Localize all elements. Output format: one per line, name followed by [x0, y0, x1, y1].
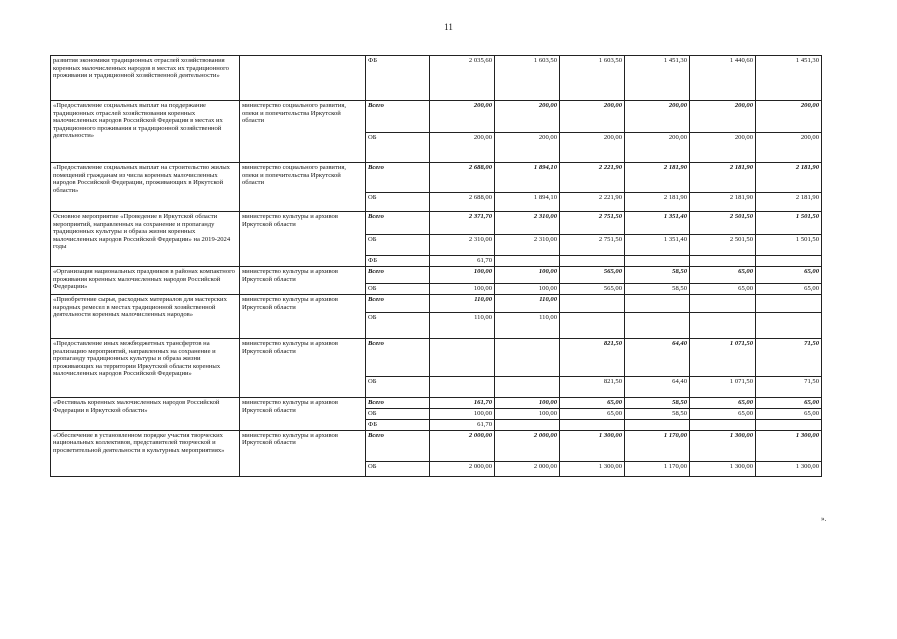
funding-source-cell: ФБ — [366, 256, 430, 267]
measure-name-cell: «Предоставление иных межбюджетных трансфертов на реализацию мероприятий, направленных на сохранение и пропаганду традиционных культуры и образа жизни проживающих на территории Иркутской области коренных малочисленных народов Российской Федерации» — [51, 339, 240, 398]
amount-cell: 2 310,00 — [495, 212, 560, 235]
funding-source-cell: ОБ — [366, 235, 430, 256]
funding-source-cell: Всего — [366, 163, 430, 193]
executor-cell: министерство культуры и архивов Иркутской области — [240, 295, 366, 339]
amount-cell: 65,00 — [756, 284, 822, 295]
executor-cell: министерство культуры и архивов Иркутской области — [240, 339, 366, 398]
amount-cell — [495, 256, 560, 267]
executor-cell: министерство культуры и архивов Иркутской области — [240, 212, 366, 267]
amount-cell: 65,00 — [690, 398, 756, 409]
amount-cell: 1 440,60 — [690, 56, 756, 101]
amount-cell: 1 501,50 — [756, 235, 822, 256]
executor-cell: министерство социального развития, опеки и попечительства Иркутской области — [240, 163, 366, 212]
amount-cell — [690, 256, 756, 267]
amount-cell: 2 501,50 — [690, 212, 756, 235]
amount-cell — [560, 295, 625, 313]
amount-cell: 65,00 — [560, 398, 625, 409]
amount-cell: 2 181,90 — [625, 193, 690, 212]
amount-cell: 58,50 — [625, 409, 690, 420]
amount-cell: 2 310,00 — [495, 235, 560, 256]
amount-cell — [495, 377, 560, 398]
amount-cell: 110,00 — [495, 313, 560, 339]
amount-cell — [690, 420, 756, 431]
amount-cell: 161,70 — [430, 398, 495, 409]
amount-cell: 1 451,30 — [756, 56, 822, 101]
amount-cell — [430, 377, 495, 398]
amount-cell: 65,00 — [690, 409, 756, 420]
amount-cell: 65,00 — [690, 284, 756, 295]
amount-cell: 1 603,50 — [560, 56, 625, 101]
funding-source-cell: Всего — [366, 212, 430, 235]
amount-cell: 200,00 — [495, 101, 560, 133]
table-row — [51, 267, 822, 284]
amount-cell: 2 181,90 — [756, 163, 822, 193]
amount-cell: 1 300,00 — [756, 430, 822, 461]
amount-cell: 1 071,50 — [690, 377, 756, 398]
table-row — [51, 295, 822, 313]
amount-cell: 200,00 — [560, 101, 625, 133]
funding-source-cell: ОБ — [366, 284, 430, 295]
amount-cell: 71,50 — [756, 339, 822, 377]
measure-name-cell: «Предоставление социальных выплат на строительство жилых помещений гражданам из числа коренных малочисленных народов Российской Федерации, проживающих в Иркутской области» — [51, 163, 240, 212]
funding-source-cell: Всего — [366, 267, 430, 284]
amount-cell: 1 351,40 — [625, 212, 690, 235]
amount-cell: 2 688,00 — [430, 163, 495, 193]
table-row — [51, 163, 822, 193]
amount-cell: 2 221,90 — [560, 163, 625, 193]
amount-cell: 100,00 — [430, 409, 495, 420]
funding-source-cell: Всего — [366, 430, 430, 461]
amount-cell — [560, 420, 625, 431]
funding-source-cell: Всего — [366, 339, 430, 377]
amount-cell: 2 181,90 — [625, 163, 690, 193]
amount-cell: 1 170,00 — [625, 430, 690, 461]
amount-cell: 2 000,00 — [430, 461, 495, 476]
amount-cell: 58,50 — [625, 267, 690, 284]
table-row — [51, 430, 822, 461]
amount-cell: 821,50 — [560, 377, 625, 398]
executor-cell: министерство культуры и архивов Иркутской области — [240, 267, 366, 295]
amount-cell: 200,00 — [690, 101, 756, 133]
funding-source-cell: ОБ — [366, 377, 430, 398]
amount-cell: 100,00 — [430, 284, 495, 295]
amount-cell: 200,00 — [756, 133, 822, 163]
amount-cell — [756, 420, 822, 431]
amount-cell: 200,00 — [625, 101, 690, 133]
funding-source-cell: ОБ — [366, 133, 430, 163]
measure-name-cell: «Предоставление социальных выплат на поддержание традиционных отраслей хозяйствования коренных малочисленных народов Российской Федерации в местах их традиционного проживания и традиционной хозяйственной деятельности» — [51, 101, 240, 163]
funding-source-cell: Всего — [366, 101, 430, 133]
funding-source-cell: ОБ — [366, 193, 430, 212]
measure-name-cell: «Приобретение сырья, расходных материалов для мастерских народных ремесел в местах традиционной хозяйственной деятельности коренных малочисленных народов» — [51, 295, 240, 339]
amount-cell: 2 181,90 — [756, 193, 822, 212]
amount-cell — [690, 295, 756, 313]
page-number: 11 — [444, 22, 453, 32]
amount-cell: 565,00 — [560, 267, 625, 284]
table-row — [51, 56, 822, 101]
amount-cell: 1 300,00 — [756, 461, 822, 476]
amount-cell: 2 000,00 — [430, 430, 495, 461]
amount-cell: 2 751,50 — [560, 235, 625, 256]
amount-cell: 110,00 — [495, 295, 560, 313]
amount-cell — [625, 313, 690, 339]
funding-source-cell: ОБ — [366, 461, 430, 476]
amount-cell: 71,50 — [756, 377, 822, 398]
amount-cell: 100,00 — [495, 398, 560, 409]
amount-cell: 2 221,90 — [560, 193, 625, 212]
amount-cell — [625, 295, 690, 313]
amount-cell — [756, 313, 822, 339]
table-row — [51, 212, 822, 235]
amount-cell: 58,50 — [625, 284, 690, 295]
funding-source-cell: ОБ — [366, 409, 430, 420]
amount-cell: 2 181,90 — [690, 163, 756, 193]
amount-cell: 1 451,30 — [625, 56, 690, 101]
amount-cell: 1 894,10 — [495, 193, 560, 212]
amount-cell: 65,00 — [756, 398, 822, 409]
amount-cell: 1 351,40 — [625, 235, 690, 256]
amount-cell — [625, 420, 690, 431]
amount-cell: 110,00 — [430, 295, 495, 313]
amount-cell: 58,50 — [625, 398, 690, 409]
amount-cell — [756, 256, 822, 267]
funding-source-cell: Всего — [366, 295, 430, 313]
amount-cell — [756, 295, 822, 313]
amount-cell: 110,00 — [430, 313, 495, 339]
amount-cell: 1 894,10 — [495, 163, 560, 193]
table-row — [51, 398, 822, 409]
funding-source-cell: ОБ — [366, 313, 430, 339]
funding-source-cell: ФБ — [366, 56, 430, 101]
amount-cell: 100,00 — [495, 284, 560, 295]
closing-mark: ». — [821, 515, 827, 523]
amount-cell: 2 751,50 — [560, 212, 625, 235]
amount-cell: 61,70 — [430, 256, 495, 267]
amount-cell: 100,00 — [495, 409, 560, 420]
amount-cell: 65,00 — [690, 267, 756, 284]
amount-cell — [560, 256, 625, 267]
budget-table — [50, 55, 822, 477]
amount-cell: 200,00 — [625, 133, 690, 163]
amount-cell: 65,00 — [560, 409, 625, 420]
measure-name-cell: «Обеспечение в установленном порядке участия творческих национальных коллективов, представителей творческой и просветительной деятельности в культурных мероприятиях» — [51, 430, 240, 476]
executor-cell: министерство социального развития, опеки и попечительства Иркутской области — [240, 101, 366, 163]
table-row — [51, 101, 822, 133]
amount-cell: 2 000,00 — [495, 461, 560, 476]
executor-cell — [240, 56, 366, 101]
amount-cell: 1 300,00 — [690, 430, 756, 461]
amount-cell: 2 000,00 — [495, 430, 560, 461]
amount-cell — [690, 313, 756, 339]
amount-cell: 2 688,00 — [430, 193, 495, 212]
amount-cell: 1 300,00 — [560, 430, 625, 461]
executor-cell: министерство культуры и архивов Иркутской области — [240, 430, 366, 476]
measure-name-cell: «Организация национальных праздников в районах компактного проживания коренных малочисленных народов Российской Федерации» — [51, 267, 240, 295]
amount-cell: 2 310,00 — [430, 235, 495, 256]
amount-cell: 200,00 — [430, 101, 495, 133]
amount-cell: 821,50 — [560, 339, 625, 377]
amount-cell — [625, 256, 690, 267]
amount-cell: 64,40 — [625, 339, 690, 377]
amount-cell: 200,00 — [690, 133, 756, 163]
amount-cell: 1 501,50 — [756, 212, 822, 235]
funding-source-cell: Всего — [366, 398, 430, 409]
amount-cell: 100,00 — [495, 267, 560, 284]
amount-cell — [495, 339, 560, 377]
amount-cell: 200,00 — [495, 133, 560, 163]
amount-cell: 200,00 — [430, 133, 495, 163]
amount-cell: 64,40 — [625, 377, 690, 398]
executor-cell: министерство культуры и архивов Иркутской области — [240, 398, 366, 431]
amount-cell: 1 300,00 — [560, 461, 625, 476]
amount-cell: 100,00 — [430, 267, 495, 284]
amount-cell: 2 501,50 — [690, 235, 756, 256]
amount-cell: 1 170,00 — [625, 461, 690, 476]
amount-cell: 65,00 — [756, 409, 822, 420]
amount-cell — [430, 339, 495, 377]
funding-source-cell: ФБ — [366, 420, 430, 431]
measure-name-cell: «Фестиваль коренных малочисленных народов Российской Федерации в Иркутской области» — [51, 398, 240, 431]
amount-cell: 1 300,00 — [690, 461, 756, 476]
amount-cell: 2 371,70 — [430, 212, 495, 235]
amount-cell: 2 035,60 — [430, 56, 495, 101]
measure-name-cell: Основное мероприятие «Проведение в Иркутской области мероприятий, направленных на сохранение и пропаганду традиционных культуры и образа жизни коренных малочисленных народов Российской Федерации» на 2019-2024 годы — [51, 212, 240, 267]
table-row — [51, 339, 822, 377]
amount-cell: 565,00 — [560, 284, 625, 295]
amount-cell: 65,00 — [756, 267, 822, 284]
amount-cell — [560, 313, 625, 339]
amount-cell: 1 603,50 — [495, 56, 560, 101]
amount-cell: 200,00 — [756, 101, 822, 133]
amount-cell: 61,70 — [430, 420, 495, 431]
measure-name-cell: развития экономики традиционных отраслей хозяйствования коренных малочисленных народов в местах их традиционного проживания и традиционной хозяйственной деятельности» — [51, 56, 240, 101]
amount-cell: 200,00 — [560, 133, 625, 163]
amount-cell: 1 071,50 — [690, 339, 756, 377]
amount-cell: 2 181,90 — [690, 193, 756, 212]
amount-cell — [495, 420, 560, 431]
